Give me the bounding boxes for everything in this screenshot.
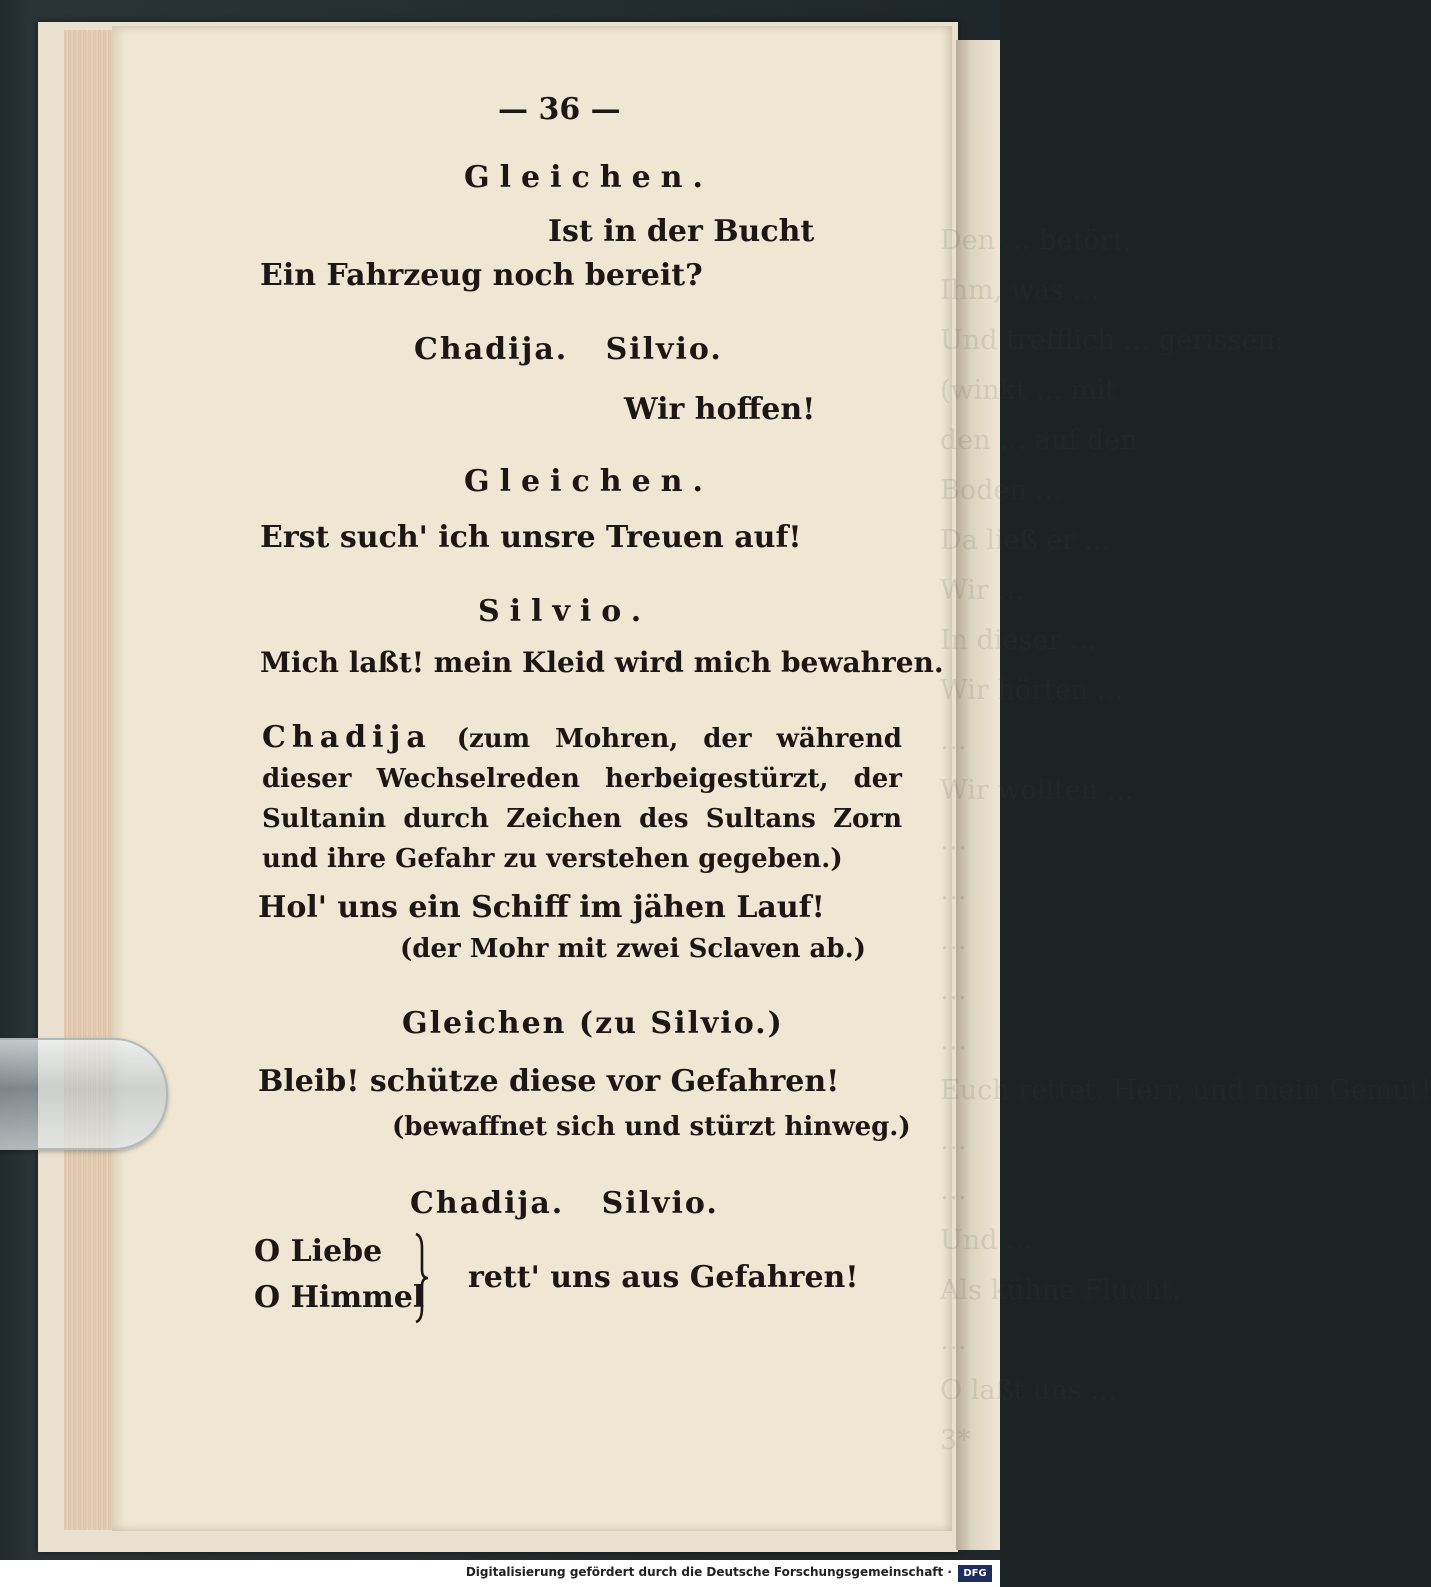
page-number: — 36 — bbox=[498, 92, 621, 127]
speaker-chadija-silvio: Chadija. Silvio. bbox=[414, 332, 723, 367]
verse-line: Ein Fahrzeug noch bereit? bbox=[260, 258, 703, 293]
verse-line: Ist in der Bucht bbox=[548, 214, 815, 249]
footer-bar bbox=[0, 1560, 1000, 1587]
opposite-page-edge bbox=[956, 40, 1000, 1550]
stage-direction: (der Mohr mit zwei Sclaven ab.) bbox=[400, 934, 866, 964]
verse-line: O Himmel bbox=[254, 1280, 425, 1315]
speaker-gleichen-zu-silvio: Gleichen (zu Silvio.) bbox=[402, 1006, 784, 1041]
dfg-logo-icon: DFG bbox=[958, 1565, 992, 1582]
stage-direction-text: (zum Mohren, der während dieser Wechselreden herbeigestürzt, der Sultanin durch Zeichen des Sultans Zorn und ihre Gefahr zu verstehen gegeben.) bbox=[262, 724, 902, 874]
verse-line: Wir hoffen! bbox=[624, 392, 816, 427]
bleed-through-text: … betört, was … trefflich … gerissen; … mit … auf den … ließ er … … dieser … hörten … wollten … rettet, Herr, und mein Gemüt! … kühne Flucht. O uns … bbox=[940, 225, 1431, 1406]
stage-direction: (bewaffnet sich und stürzt hinweg.) bbox=[392, 1112, 911, 1142]
footer-credit: Digitalisierung gefördert durch die Deutsche Forschungsgemeinschaft · bbox=[465, 1565, 952, 1579]
speaker-chadija-silvio: Chadija. Silvio. bbox=[410, 1186, 719, 1221]
stage-direction-chadija bbox=[262, 718, 902, 879]
page-clip bbox=[0, 1038, 168, 1150]
speaker-silvio: Silvio. bbox=[478, 594, 652, 629]
speaker-gleichen: Gleichen. bbox=[464, 160, 713, 195]
speaker-chadija: Chadija bbox=[262, 720, 432, 755]
speaker-gleichen: Gleichen. bbox=[464, 464, 713, 499]
verse-line: Mich laßt! mein Kleid wird mich bewahren. bbox=[260, 646, 944, 679]
verse-line: Bleib! schütze diese vor Gefahren! bbox=[258, 1064, 840, 1099]
verse-line: O Liebe bbox=[254, 1234, 383, 1269]
verse-line: Erst such' ich unsre Treuen auf! bbox=[260, 520, 802, 555]
verse-line: Hol' uns ein Schiff im jähen Lauf! bbox=[258, 890, 825, 925]
verse-line: rett' uns aus Gefahren! bbox=[468, 1260, 859, 1295]
curly-brace-icon bbox=[412, 1232, 430, 1324]
